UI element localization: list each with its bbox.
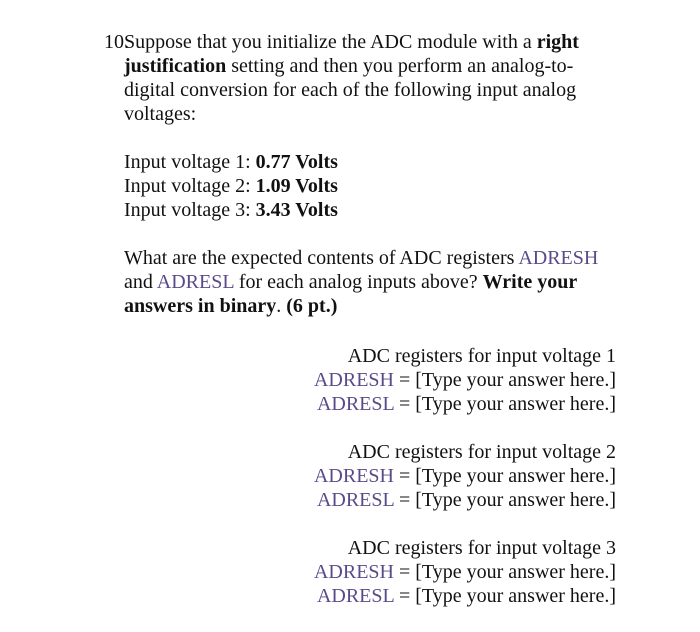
answer-placeholder: = [Type your answer here.]	[393, 369, 616, 391]
intro-text-1: Suppose that you initialize the ADC module with a	[124, 31, 537, 53]
answer-title: ADC registers for input voltage 3	[347, 537, 616, 559]
voltage-item-1	[124, 150, 624, 174]
answer-placeholder: = [Type your answer here.]	[393, 489, 616, 511]
voltage-list	[124, 150, 624, 222]
adresh-answer-field[interactable]	[314, 560, 616, 584]
answer-title: ADC registers for input voltage 1	[347, 345, 616, 367]
ask-and: and	[124, 271, 157, 293]
ask-text-1: What are the expected contents of ADC registers	[124, 247, 519, 269]
adresh-answer-field[interactable]	[314, 464, 616, 488]
register-name: ADRESH	[313, 369, 394, 391]
register-name: ADRESL	[316, 585, 394, 607]
adresl-answer-field[interactable]	[314, 392, 616, 416]
ask-bold-2: (6 pt.)	[286, 295, 338, 317]
question-10	[104, 30, 624, 318]
answer-placeholder: = [Type your answer here.]	[393, 393, 616, 415]
answer-group-2	[314, 440, 616, 512]
answer-placeholder: = [Type your answer here.]	[393, 585, 616, 607]
ask-text-2: for each analog inputs above?	[233, 271, 483, 293]
question-number: 10.	[104, 31, 129, 53]
answer-section	[314, 344, 616, 608]
ask-dot: .	[276, 295, 287, 317]
register-name: ADRESL	[316, 489, 394, 511]
intro-bold: right justification	[124, 31, 579, 77]
register-adresh: ADRESH	[518, 247, 599, 269]
question-header	[104, 30, 624, 126]
intro-text-2: setting and then you perform an analog-to-digital conversion for each of the following input analog voltages:	[124, 55, 577, 125]
ask-bold-1: Write your answers in binary	[124, 271, 577, 317]
adresh-answer-field[interactable]	[314, 368, 616, 392]
question-ask	[124, 246, 624, 318]
voltage-label: Input voltage 2:	[124, 175, 256, 197]
register-adresl: ADRESL	[156, 271, 234, 293]
register-name: ADRESL	[316, 393, 394, 415]
voltage-value: 3.43 Volts	[255, 199, 338, 221]
adresl-answer-field[interactable]	[314, 584, 616, 608]
answer-placeholder: = [Type your answer here.]	[393, 561, 616, 583]
adresl-answer-field[interactable]	[314, 488, 616, 512]
voltage-label: Input voltage 1:	[124, 151, 256, 173]
register-name: ADRESH	[313, 465, 394, 487]
voltage-item-2	[124, 174, 624, 198]
question-intro	[124, 30, 624, 126]
answer-group-3	[314, 536, 616, 608]
voltage-value: 1.09 Volts	[255, 175, 338, 197]
voltage-value: 0.77 Volts	[255, 151, 338, 173]
register-name: ADRESH	[313, 561, 394, 583]
answer-title: ADC registers for input voltage 2	[347, 441, 616, 463]
voltage-label: Input voltage 3:	[124, 199, 256, 221]
answer-placeholder: = [Type your answer here.]	[393, 465, 616, 487]
answer-group-1	[314, 344, 616, 416]
voltage-item-3	[124, 198, 624, 222]
